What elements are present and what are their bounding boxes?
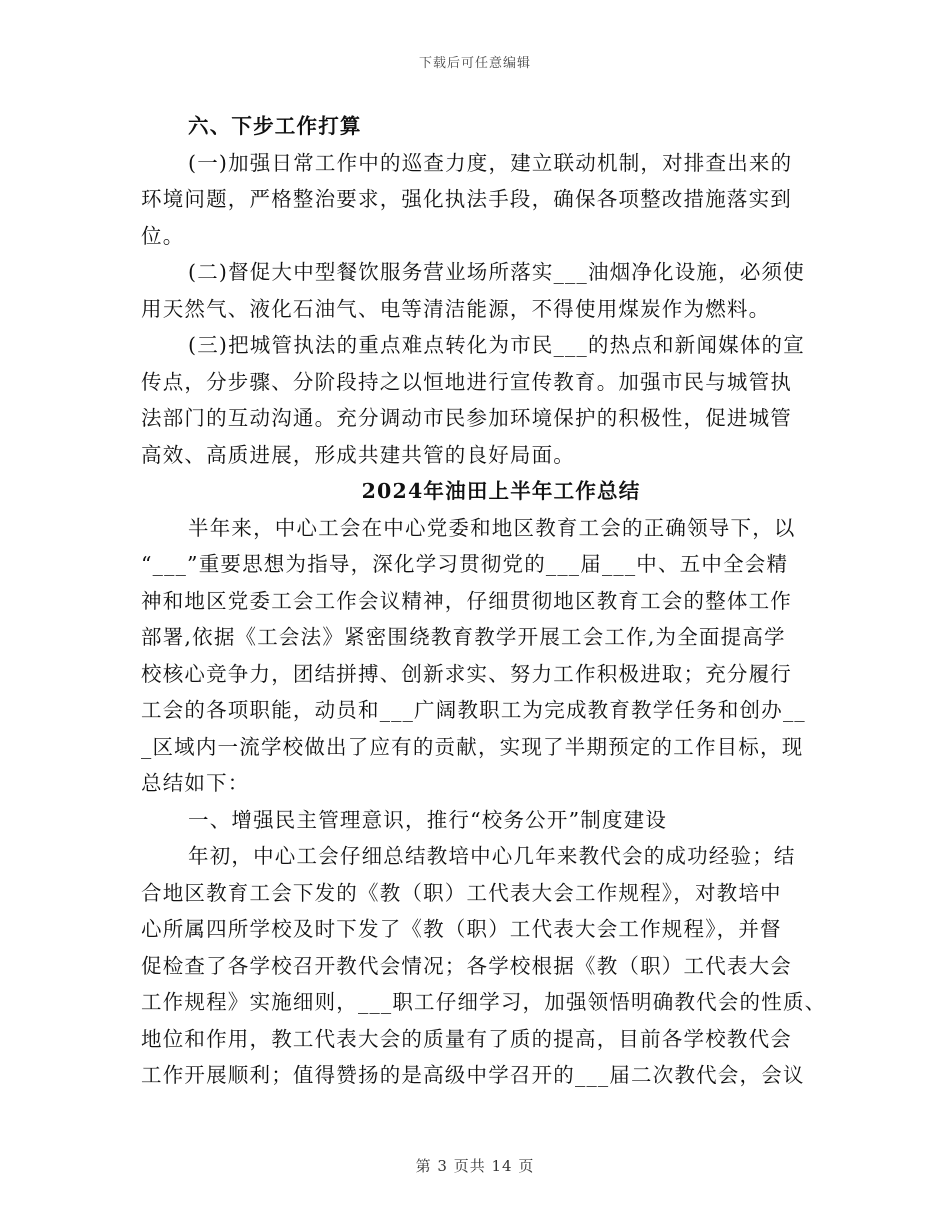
page-number: 第 3 页共 14 页 xyxy=(415,1157,535,1175)
paragraph-line: 合地区教育工会下发的《教（职）工代表大会工作规程》，对教培中 xyxy=(141,880,782,905)
paragraph-line: 地位和作用，教工代表大会的质量有了质的提高，目前各学校教代会 xyxy=(141,1026,792,1051)
paragraph-line: 校核心竞争力，团结拼搏、创新求实、努力工作积极进取；充分履行 xyxy=(141,661,792,686)
paragraph-line: 位。 xyxy=(141,223,185,248)
paragraph-line: 年初，中心工会仔细总结教培中心几年来教代会的成功经验；结 xyxy=(188,844,796,868)
paragraph-line: (一)加强日常工作中的巡查力度，建立联动机制，对排查出来的 xyxy=(188,150,793,175)
paragraph-line: “___”重要思想为指导，深化学习贯彻党的___届___中、五中全会精 xyxy=(141,552,789,576)
subsection-heading: 一、增强民主管理意识，推行“校务公开”制度建设 xyxy=(188,807,668,832)
document-body xyxy=(141,108,827,1094)
paragraph-line: 法部门的互动沟通。充分调动市民参加环境保护的积极性，促进城管 xyxy=(141,406,792,430)
paragraph-line: 促检查了各学校召开教代会情况；各学校根据《教（职）工代表大会 xyxy=(141,953,792,978)
document-title: 2024年油田上半年工作总结 xyxy=(361,479,641,503)
paragraph-line: 神和地区党委工会工作会议精神，仔细贯彻地区教育工会的整体工作 xyxy=(141,588,792,613)
paragraph-line: 工会的各项职能，动员和___广阔教职工为完成教育教学任务和创办__ xyxy=(141,698,806,722)
paragraph-line: 工作开展顺利；值得赞扬的是高级中学召开的___届二次教代会，会议 xyxy=(141,1063,805,1087)
paragraph-line: 心所属四所学校及时下发了《教（职）工代表大会工作规程》，并督 xyxy=(141,917,782,941)
paragraph-line: 环境问题，严格整治要求，强化执法手段，确保各项整改措施落实到 xyxy=(141,187,792,211)
paragraph-line: 传点，分步骤、分阶段持之以恒地进行宣传教育。加强市民与城管执 xyxy=(141,369,792,394)
paragraph-line: 部署,依据《工会法》紧密围绕教育教学开展工会工作,为全面提高学 xyxy=(141,625,786,649)
paragraph-line: 半年来，中心工会在中心党委和地区教育工会的正确领导下，以 xyxy=(188,515,796,540)
paragraph-line: 高效、高质进展，形成共建共管的良好局面。 xyxy=(141,442,575,467)
section-heading: 六、下步工作打算 xyxy=(188,114,362,138)
paragraph-line: (三)把城管执法的重点难点转化为市民___的热点和新闻媒体的宣 xyxy=(188,333,805,357)
paragraph-line: (二)督促大中型餐饮服务营业场所落实___油烟净化设施，必须使 xyxy=(188,260,805,284)
paragraph-line: 工作规程》实施细则，___职工仔细学习，加强领悟明确教代会的性质、 xyxy=(141,990,827,1014)
paragraph-line: 总结如下： xyxy=(141,771,250,795)
header-note: 下载后可任意编辑 xyxy=(418,56,531,71)
paragraph-line: _区域内一流学校做出了应有的贡献，实现了半期预定的工作目标，现 xyxy=(141,734,804,759)
paragraph-line: 用天然气、液化石油气、电等清洁能源，不得使用煤炭作为燃料。 xyxy=(141,296,771,321)
